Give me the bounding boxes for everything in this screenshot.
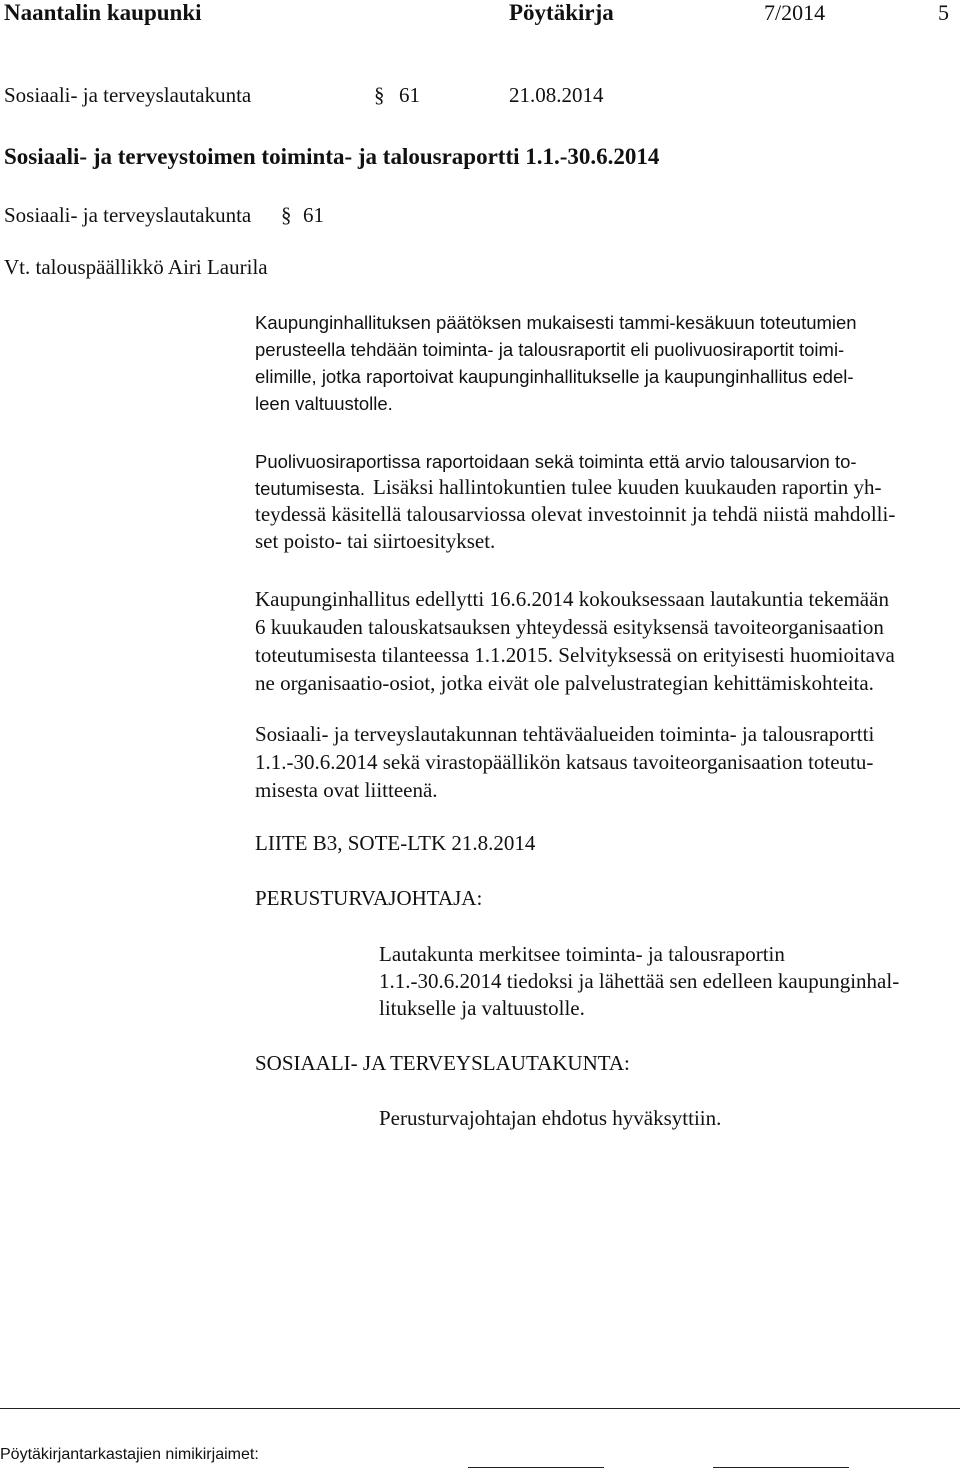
proposal-line: 1.1.-30.6.2014 tiedoksi ja lähettää sen edelleen kaupunginhal- bbox=[379, 969, 900, 993]
meta-section: 61 bbox=[399, 83, 420, 107]
paragraph-line: leen valtuustolle. bbox=[255, 393, 393, 414]
decision-label: SOSIAALI- JA TERVEYSLAUTAKUNTA: bbox=[255, 1051, 630, 1075]
item-author: Vt. talouspäällikkö Airi Laurila bbox=[4, 255, 268, 279]
paragraph-attachments bbox=[255, 720, 874, 804]
paragraph-intro bbox=[255, 309, 857, 417]
footer-signature-label: Pöytäkirjantarkastajien nimikirjaimet: bbox=[0, 1446, 259, 1463]
attachment-reference: LIITE B3, SOTE-LTK 21.8.2014 bbox=[255, 831, 536, 855]
paragraph-line: Puolivuosiraportissa raportoidaan sekä toiminta että arvio talousarvion to- bbox=[255, 451, 857, 472]
paragraph-council-requirement bbox=[255, 585, 895, 697]
paragraph-line: Sosiaali- ja terveyslautakunnan tehtäväalueiden toiminta- ja talousraportti bbox=[255, 722, 875, 746]
paragraph-reporting-serif-first bbox=[373, 474, 882, 501]
item-title: Sosiaali- ja terveystoimen toiminta- ja talousraportti 1.1.-30.6.2014 bbox=[4, 144, 660, 169]
proposal-line: Lautakunta merkitsee toiminta- ja talousraportin bbox=[379, 942, 785, 966]
proposer-label: PERUSTURVAJOHTAJA: bbox=[255, 886, 483, 910]
proposal-text bbox=[379, 941, 899, 1022]
meta-board: Sosiaali- ja terveyslautakunta bbox=[4, 83, 252, 107]
signature-line bbox=[713, 1467, 849, 1468]
paragraph-line: teydessä käsitellä talousarviossa olevat investoinnit ja tehdä niistä mahdolli- bbox=[255, 502, 896, 526]
paragraph-reporting-serif bbox=[255, 501, 895, 555]
meta-section-symbol: § bbox=[374, 83, 385, 107]
header-city: Naantalin kaupunki bbox=[4, 0, 202, 25]
paragraph-line: 6 kuukauden talouskatsauksen yhteydessä esityksensä tavoiteorganisaation bbox=[255, 615, 884, 639]
paragraph-line: ne organisaatio-osiot, jotka eivät ole palvelustrategian kehittämiskohteita. bbox=[255, 671, 874, 695]
paragraph-line: Kaupunginhallitus edellytti 16.6.2014 kokouksessaan lautakuntia tekemään bbox=[255, 587, 889, 611]
paragraph-line: toteutumisesta tilanteessa 1.1.2015. Selvityksessä on erityisesti huomioitava bbox=[255, 643, 895, 667]
item-board: Sosiaali- ja terveyslautakunta bbox=[4, 203, 252, 227]
paragraph-line: 1.1.-30.6.2014 sekä virastopäällikön katsaus tavoiteorganisaation toteutu- bbox=[255, 750, 874, 774]
paragraph-line: Kaupunginhallituksen päätöksen mukaisesti tammi-kesäkuun toteutumien bbox=[255, 312, 857, 333]
item-section: 61 bbox=[303, 203, 324, 227]
paragraph-line: elimille, jotka raportoivat kaupunginhallitukselle ja kaupunginhallitus edel- bbox=[255, 366, 854, 387]
proposal-line: litukselle ja valtuustolle. bbox=[379, 996, 585, 1020]
item-section-symbol: § bbox=[281, 203, 292, 227]
paragraph-line: set poisto- tai siirtoesitykset. bbox=[255, 529, 496, 553]
footer-divider bbox=[0, 1408, 960, 1409]
signature-line bbox=[468, 1467, 604, 1468]
paragraph-line: Lisäksi hallintokuntien tulee kuuden kuukauden raportin yh- bbox=[373, 475, 882, 499]
header-page-number: 5 bbox=[938, 0, 949, 25]
decision-text: Perusturvajohtajan ehdotus hyväksyttiin. bbox=[379, 1106, 722, 1130]
paragraph-line: perusteella tehdään toiminta- ja talousraportit eli puolivuosiraportit toimi- bbox=[255, 339, 845, 360]
paragraph-line: misesta ovat liitteenä. bbox=[255, 778, 438, 802]
header-doc-type: Pöytäkirja bbox=[509, 0, 614, 25]
meta-date: 21.08.2014 bbox=[509, 83, 604, 107]
header-number: 7/2014 bbox=[764, 0, 826, 25]
paragraph-line: teutumisesta. bbox=[255, 478, 366, 499]
